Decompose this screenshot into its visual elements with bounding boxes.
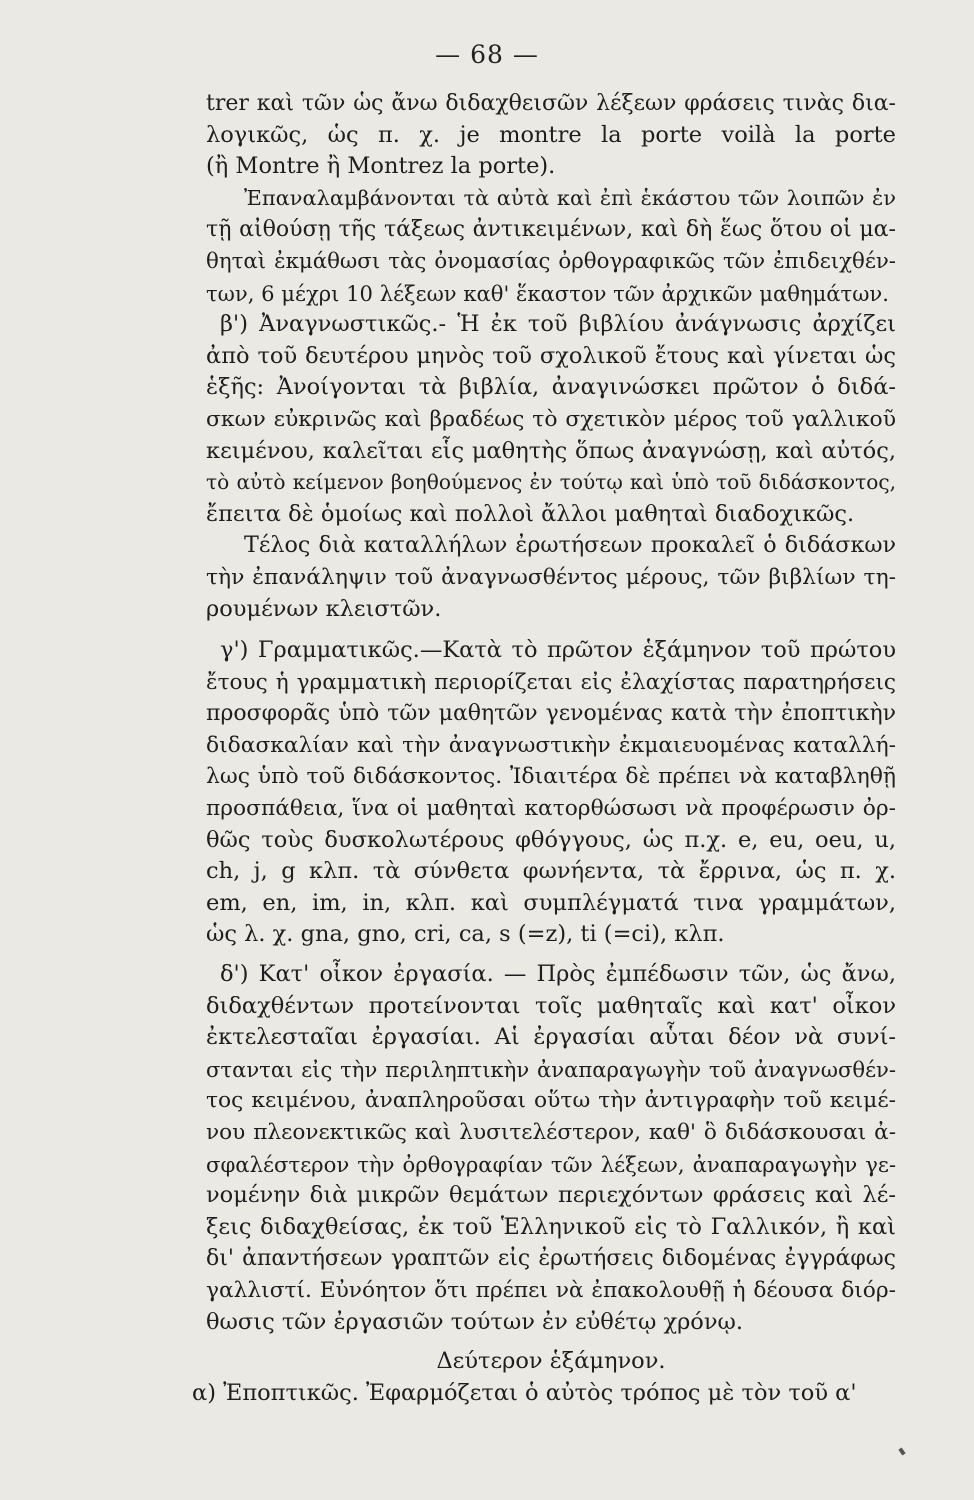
page-number: — 68 — [435, 40, 539, 69]
text-line: τῇ αἰθούσῃ τῆς τάξεως ἀντικειμένων, καὶ δὴ ἕως ὅτου οἱ μα- [206, 217, 896, 243]
text-line: νομένην διὰ μικρῶν θεμάτων περιεχόντων φράσεις καὶ λέ- [206, 1182, 896, 1209]
text-line: σκων εὐκρινῶς καὶ βραδέως τὸ σχετικὸν μέρος τοῦ γαλλικοῦ [206, 406, 896, 432]
text-line: (ἢ Montre ἢ Montrez la porte). [206, 153, 556, 180]
text-line: λως ὑπὸ τοῦ διδάσκοντος. Ἰδιαιτέρα δὲ πρέπει νὰ καταβληθῇ [206, 764, 896, 790]
paragraph-3 [206, 309, 896, 530]
paragraph-4 [206, 530, 896, 625]
section-heading-wrap [206, 1346, 896, 1378]
text-line: δ') Κατ' οἶκον ἐργασία. — Πρὸς ἐμπέδωσιν τῶν, ὡς ἄνω, [220, 961, 896, 988]
text-line: ρουμένων κλειστῶν. [206, 595, 442, 622]
section-heading: Δεύτερον ἑξάμηνον. [436, 1348, 666, 1375]
text-line: προσπάθεια, ἵνα οἱ μαθηταὶ κατορθώσωσι νὰ προφέρωσιν ὀρ- [206, 796, 896, 822]
text-line: διδαχθέντων προτείνονται τοῖς μαθηταῖς καὶ κατ' οἶκον [206, 992, 896, 1019]
text-line: ἔπειτα δὲ ὁμοίως καὶ πολλοὶ ἄλλοι μαθηταὶ διαδοχικῶς. [206, 500, 855, 527]
text-line: σφαλέστερον τὴν ὀρθογραφίαν τῶν λέξεων, ἀναπαραγωγὴν γε- [206, 1151, 896, 1177]
text-line: τὴν ἐπανάληψιν τοῦ ἀναγνωσθέντος μέρους, τῶν βιβλίων τη- [206, 564, 896, 590]
ink-speck [898, 1447, 905, 1455]
text-line: τὸ αὐτὸ κείμενον βοηθούμενος ἐν τούτῳ καὶ ὑπὸ τοῦ διδάσκοντος, [206, 470, 896, 495]
text-line: διδασκαλίαν καὶ τὴν ἀναγνωστικὴν ἐκμαιευομένας καταλλή- [206, 732, 896, 758]
text-line: κειμένου, καλεῖται εἷς μαθητὴς ὅπως ἀναγνώσῃ, καὶ αὐτός, [206, 437, 896, 464]
text-line: Ἐπαναλαμβάνονται τὰ αὐτὰ καὶ ἐπὶ ἑκάστου τῶν λοιπῶν ἐν [244, 185, 896, 210]
text-line: ἑξῆς: Ἀνοίγονται τὰ βιβλία, ἀναγινώσκει πρῶτον ὁ διδά- [206, 374, 896, 401]
text-line: em, en, im, in, κλπ. καὶ συμπλέγματά τινα γραμμάτων, [206, 889, 896, 916]
text-line: β') Ἀναγνωστικῶς.- Ἡ ἐκ τοῦ βιβλίου ἀνάγνωσις ἀρχίζει [220, 311, 896, 338]
text-line: νου πλεονεκτικῶς καὶ λυσιτελέστερον, καθ' ὃ διδάσκουσαι ἀ- [206, 1120, 896, 1145]
text-line: στανται εἰς τὴν περιληπτικὴν ἀναπαραγωγὴν τοῦ ἀναγνωσθέν- [206, 1056, 896, 1082]
text-line: δι' ἀπαντήσεων γραπτῶν εἰς ἐρωτήσεις διδομένας ἐγγράφως [206, 1246, 896, 1272]
paragraph-6 [206, 959, 896, 1338]
paragraph-2 [206, 183, 896, 309]
paragraph-1 [206, 88, 896, 183]
text-line: ἔτους ἡ γραμματικὴ περιορίζεται εἰς ἐλαχίστας παρατηρήσεις [206, 669, 896, 695]
text-line: ch, j, g κλπ. τὰ σύνθετα φωνήεντα, τὰ ἔρρινα, ὡς π. χ. [206, 858, 896, 885]
final-paragraph [192, 1378, 896, 1410]
text-line: ξεις διδαχθείσας, ἐκ τοῦ Ἑλληνικοῦ εἰς τὸ Γαλλικόν, ἢ καὶ [206, 1213, 896, 1240]
body-text [192, 88, 896, 1409]
text-line: τος κειμένου, ἀναπληροῦσαι οὕτω τὴν ἀντιγραφὴν τοῦ κειμέ- [206, 1088, 896, 1114]
text-line: ἐκτελεσταῖαι ἐργασίαι. Αἱ ἐργασίαι αὗται δέον νὰ συνί- [206, 1024, 896, 1051]
text-line: ὡς λ. χ. gna, gno, cri, ca, s (=z), ti (=ci), κλπ. [206, 921, 725, 948]
text-line: των, 6 μέχρι 10 λέξεων καθ' ἕκαστον τῶν ἀρχικῶν μαθημάτων. [206, 280, 889, 306]
text-line: θῶς τοὺς δυσκολωτέρους φθόγγους, ὡς π.χ. e, eu, oeu, u, [206, 826, 896, 853]
text-line: trer καὶ τῶν ὡς ἄνω διδαχθεισῶν λέξεων φράσεις τινὰς δια- [206, 91, 896, 116]
text-line: γαλλιστί. Εὐνόητον ὅτι πρέπει νὰ ἐπακολουθῇ ἡ δέουσα διόρ- [206, 1277, 896, 1303]
text-line: γ') Γραμματικῶς.—Κατὰ τὸ πρῶτον ἑξάμηνον τοῦ πρώτου [220, 637, 896, 664]
text-line: προσφορᾶς ὑπὸ τῶν μαθητῶν γενομένας κατὰ τὴν ἐποπτικὴν [206, 701, 896, 727]
text-line: Τέλος διὰ καταλλήλων ἐρωτήσεων προκαλεῖ ὁ διδάσκων [244, 532, 896, 559]
text-line: λογικῶς, ὡς π. χ. je montre la porte voilà la porte [206, 121, 896, 148]
text-line: θηταὶ ἐκμάθωσι τὰς ὀνομασίας ὀρθογραφικῶς τῶν ἐπιδειχθέν- [206, 248, 896, 274]
text-line: ἀπὸ τοῦ δευτέρου μηνὸς τοῦ σχολικοῦ ἔτους καὶ γίνεται ὡς [206, 342, 896, 369]
text-line: α) Ἐποπτικῶς. Ἐφαρμόζεται ὁ αὐτὸς τρόπος μὲ τὸν τοῦ α' [192, 1379, 857, 1406]
text-line: θωσις τῶν ἐργασιῶν τούτων ἐν εὐθέτῳ χρόνῳ. [206, 1308, 744, 1335]
paragraph-5 [206, 635, 896, 951]
